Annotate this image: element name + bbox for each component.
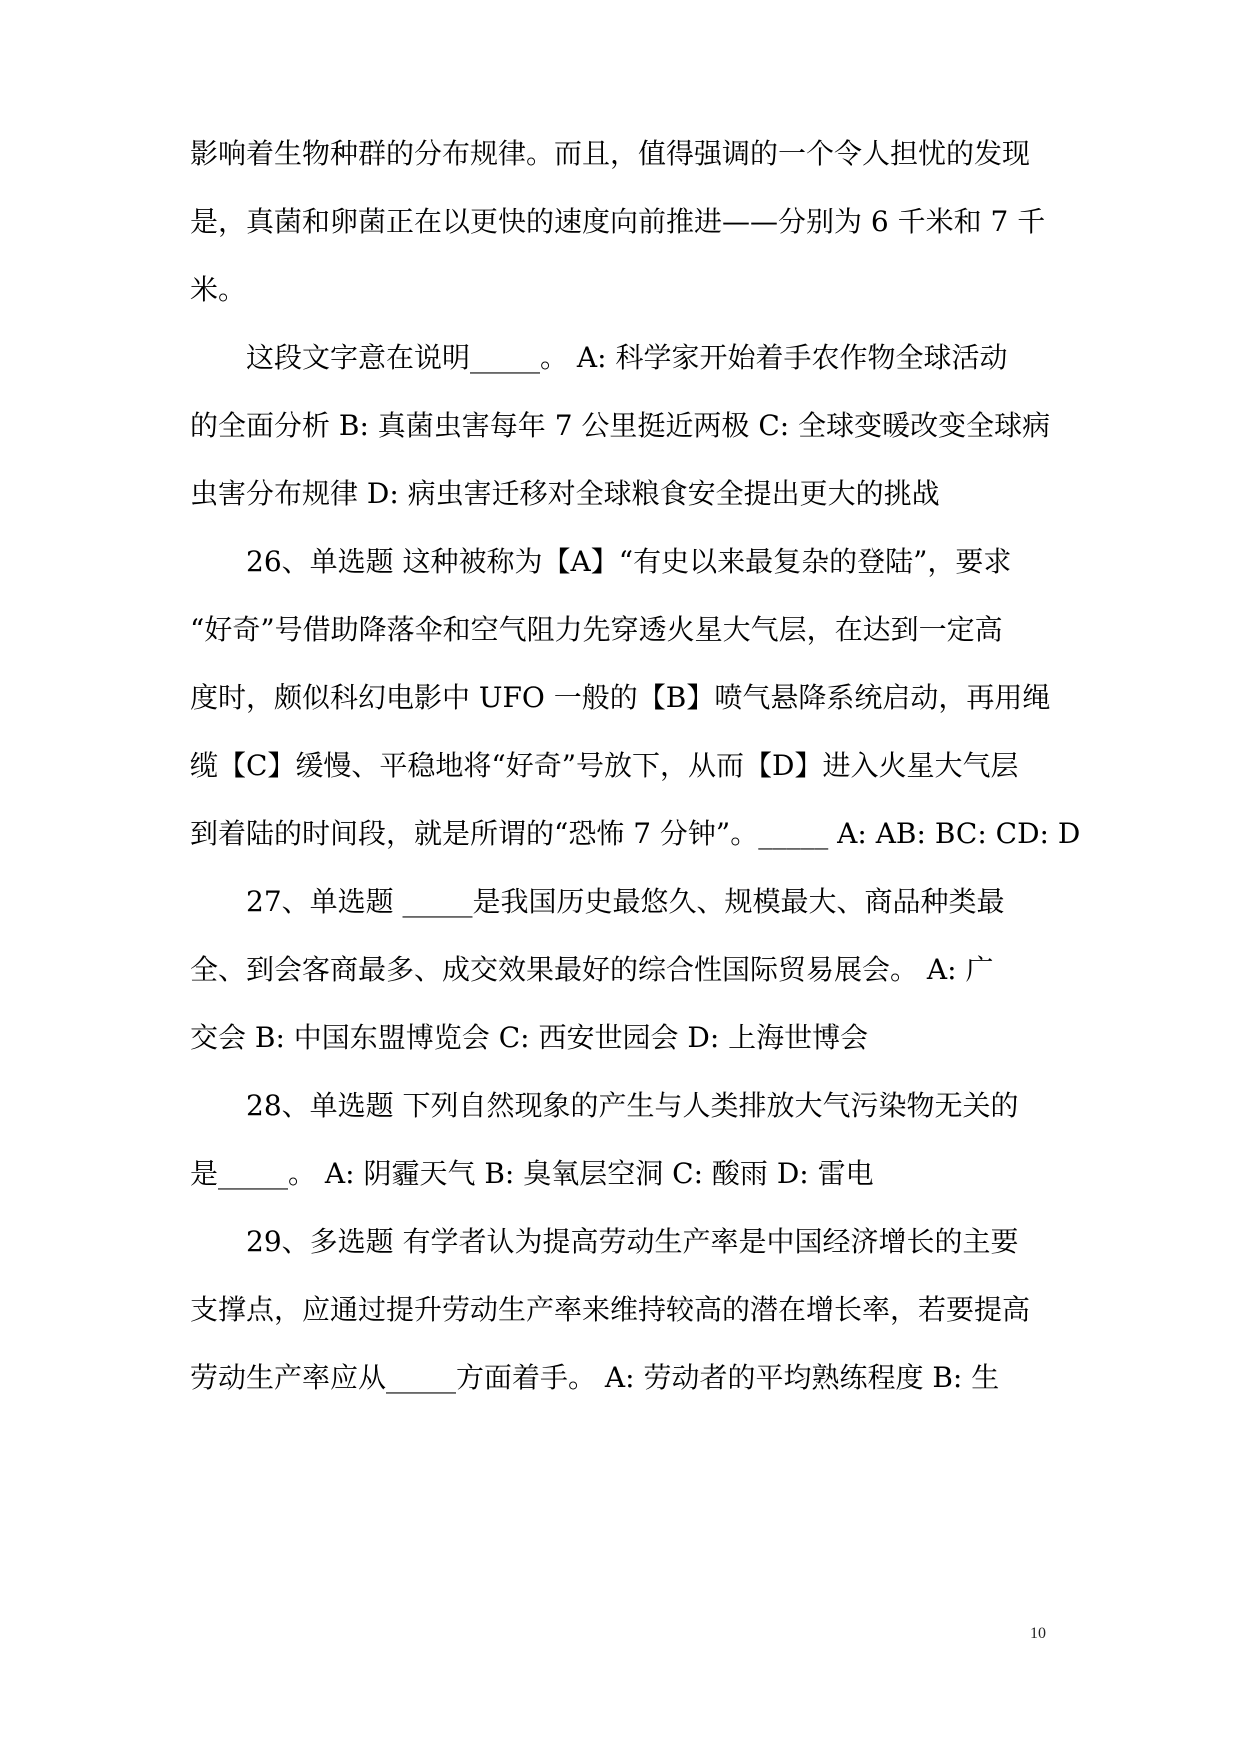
question-28-title: 28、单选题 下列自然现象的产生与人类排放大气污染物无关的: [246, 1089, 1019, 1122]
question-29-title: 29、多选题 有学者认为提高劳动生产率是中国经济增长的主要: [246, 1225, 1019, 1258]
text-line: “好奇”号借助降落伞和空气阻力先穿透火星大气层，在达到一定高: [190, 613, 1003, 646]
text-line: 影响着生物种群的分布规律。而且，值得强调的一个令人担忧的发现: [190, 137, 1031, 170]
question-options: 的全面分析 B: 真菌虫害每年 7 公里挺近两极 C: 全球变暖改变全球病: [190, 409, 1051, 442]
text-line: 是，真菌和卵菌正在以更快的速度向前推进——分别为 6 千米和 7 千: [190, 205, 1046, 238]
question-26-title: 26、单选题 这种被称为【A】“有史以来最复杂的登陆”，要求: [246, 545, 1012, 578]
question-28-options: 是_____。 A: 阴霾天气 B: 臭氧层空洞 C: 酸雨 D: 雷电: [190, 1157, 874, 1190]
text-line: 支撑点，应通过提升劳动生产率来维持较高的潜在增长率，若要提高: [190, 1293, 1031, 1326]
text-line: 缆【C】缓慢、平稳地将“好奇”号放下，从而【D】进入火星大气层: [190, 749, 1019, 782]
question-27-options: 交会 B: 中国东盟博览会 C: 西安世园会 D: 上海世博会: [190, 1021, 869, 1054]
question-27-title: 27、单选题 _____是我国历史最悠久、规模最大、商品种类最: [246, 885, 1005, 918]
question-options: 虫害分布规律 D: 病虫害迁移对全球粮食安全提出更大的挑战: [190, 477, 940, 510]
text-line: 全、到会客商最多、成交效果最好的综合性国际贸易展会。 A: 广: [190, 953, 994, 986]
text-line: 米。: [190, 273, 247, 306]
question-26-options: 到着陆的时间段，就是所谓的“恐怖 7 分钟”。_____ A: AB: BC: CD: D: [190, 817, 1081, 850]
question-29-options: 劳动生产率应从_____方面着手。 A: 劳动者的平均熟练程度 B: 生: [190, 1361, 1000, 1394]
question-stem: 这段文字意在说明_____。 A: 科学家开始着手农作物全球活动: [246, 341, 1008, 374]
page-number: 10: [1030, 1625, 1046, 1642]
text-line: 度时，颇似科幻电影中 UFO 一般的【B】喷气悬降系统启动，再用绳: [190, 681, 1051, 714]
